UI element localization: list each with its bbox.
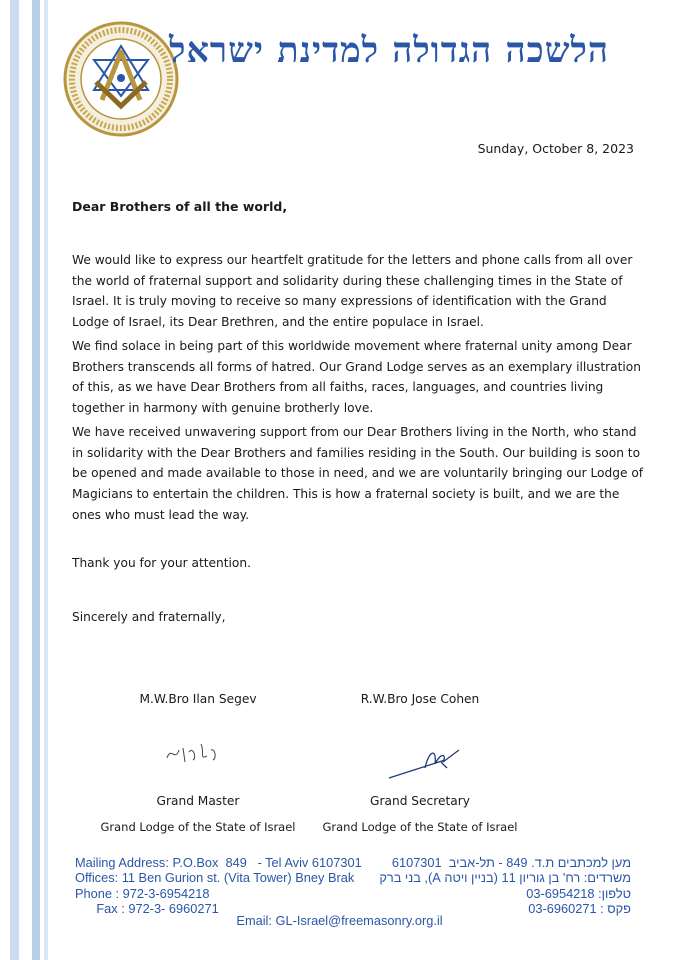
signatory-name: R.W.Bro Jose Cohen <box>360 692 480 706</box>
footer-offices: Offices: 11 Ben Gurion st. (Vita Tower) Bney Brak <box>75 870 355 886</box>
footer-fax: Fax : 972-3- 6960271 <box>75 900 219 916</box>
grand-lodge-seal-icon <box>62 20 180 138</box>
footer-english <box>75 855 362 916</box>
left-border-stripe-3 <box>44 0 48 960</box>
footer-phone: Phone : 972-3-6954218 <box>75 885 210 901</box>
signature-icon <box>385 740 465 782</box>
signatory-name: M.W.Bro Ilan Segev <box>139 692 257 706</box>
footer-fax-hebrew: פקס : 03-6960271 <box>528 900 631 916</box>
signatory-title: Grand Master <box>156 794 240 808</box>
left-border-stripe-2 <box>32 0 40 960</box>
paragraph-1: We would like to express our heartfelt gratitude for the letters and phone calls from all over the world of fraternal support and solidarity during these challenging times in the State of Israel. It is truly moving to receive so many expressions of identification with the Grand Lodge of Israel, its Dear Brethren, and the entire populace in Israel. <box>72 253 633 330</box>
paragraph-2: We find solace in being part of this worldwide movement where fraternal unity among Dear Brothers transcends all forms of hatred. Our Grand Lodge serves as an exemplary illustration of this, as we have Dear Brothers from all faiths, races, languages, and countries living together in harmony with genuine brotherly love. <box>72 339 641 416</box>
footer-offices-hebrew: משרדים: רח' בן גוריון 11 (בניין ויטה A), בני ברק <box>379 870 631 886</box>
letter-date: Sunday, October 8, 2023 <box>477 141 634 156</box>
footer-email[interactable]: Email: GL-Israel@freemasonry.org.il <box>236 913 443 928</box>
closing-line: Sincerely and fraternally, <box>72 610 226 624</box>
footer-hebrew <box>379 855 631 916</box>
signatory-org: Grand Lodge of the State of Israel <box>322 820 518 834</box>
signatory-org: Grand Lodge of the State of Israel <box>100 820 296 834</box>
paragraph-3: We have received unwavering support from our Dear Brothers living in the North, who stand in solidarity with the Dear Brothers and families residing in the South. Our building is soon to be opened and made available to those in need, and we are voluntarily bringing our Lodge of Magicians to entertain the children. This is how a fraternal society is built, and we are the ones who must lead the way. <box>72 425 644 522</box>
signature-icon <box>163 738 223 768</box>
left-border-stripe <box>10 0 19 960</box>
footer-phone-hebrew: טלפון: 03-6954218 <box>526 885 631 901</box>
hebrew-title: הלשכה הגדולה למדינת ישראל <box>169 30 609 71</box>
signatory-title: Grand Secretary <box>370 794 470 808</box>
footer-mailing: Mailing Address: P.O.Box 849 - Tel Aviv 6107301 <box>75 855 362 870</box>
thanks-line: Thank you for your attention. <box>72 556 251 570</box>
salutation: Dear Brothers of all the world, <box>72 199 288 214</box>
footer-mailing-hebrew: מען למכתבים ת.ד. 849 - תל-אביב 6107301 <box>391 855 631 870</box>
